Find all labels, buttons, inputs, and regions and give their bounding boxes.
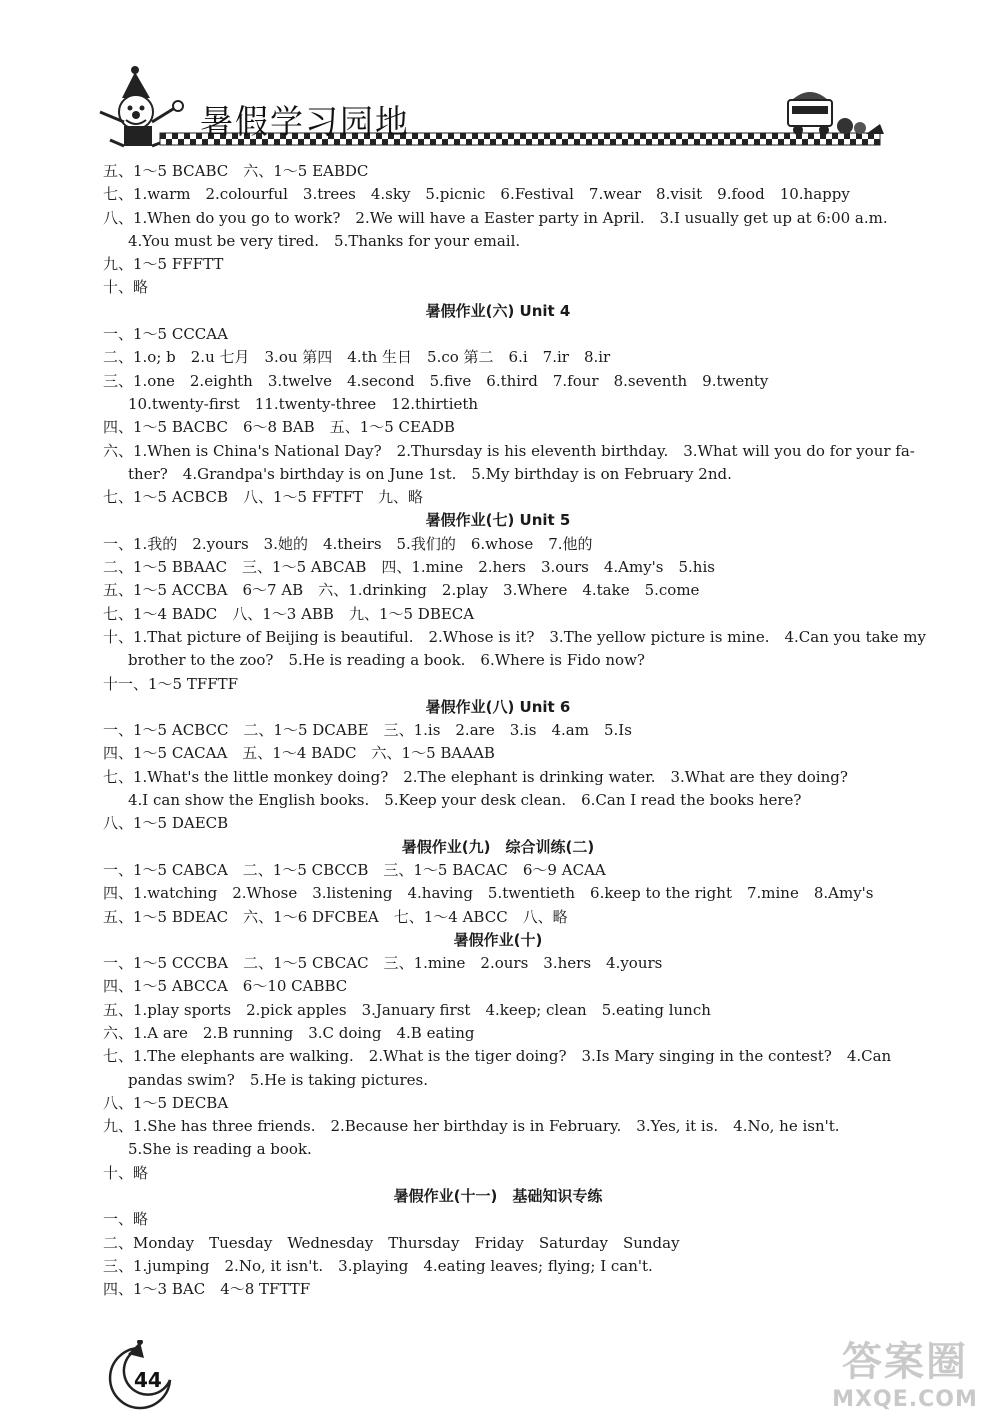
answer-line: 5.She is reading a book.: [128, 1140, 312, 1159]
answer-line: 十、略: [103, 278, 149, 297]
answer-line: 五、1～5 ACCBA 6～7 AB 六、1.drinking 2.play 3.Where 4.take 5.come: [103, 581, 700, 600]
answer-line: 十一、1～5 TFFTF: [103, 674, 239, 693]
answer-key-content: [103, 160, 926, 1302]
answer-line: 一、1.我的 2.yours 3.她的 4.theirs 5.我们的 6.whose 7.他的: [103, 534, 593, 553]
answer-line: 二、1.o; b 2.u 七月 3.ou 第四 4.th 生日 5.co 第二 6.i 7.ir 8.ir: [103, 348, 611, 367]
answer-line: 一、略: [103, 1210, 149, 1229]
answer-line: 七、1～5 ACBCB 八、1～5 FFTFT 九、略: [103, 488, 424, 507]
answer-line: 八、1～5 DAECB: [103, 814, 229, 833]
answer-line: 十、1.That picture of Beijing is beautiful. 2.Whose is it? 3.The yellow picture is mine. 4.Can you take my: [103, 627, 926, 646]
answer-line: 四、1～5 ABCCA 6～10 CABBC: [103, 977, 348, 996]
answer-line: 一、1～5 CABCA 二、1～5 CBCCB 三、1～5 BACAC 6～9 ACAA: [103, 860, 606, 879]
answer-line: 八、1.When do you go to work? 2.We will have a Easter party in April. 3.I usually get up at 6:00 a.m.: [103, 208, 888, 227]
answer-line: brother to the zoo? 5.He is reading a book. 6.Where is Fido now?: [128, 651, 645, 670]
section-heading: 暑假作业(十): [453, 930, 543, 949]
section-heading: 暑假作业(十一) 基础知识专练: [393, 1187, 603, 1206]
watermark-top: 答案圈: [842, 1339, 968, 1385]
answer-line: 七、1.warm 2.colourful 3.trees 4.sky 5.picnic 6.Festival 7.wear 8.visit 9.food 10.happy: [103, 185, 850, 204]
answer-line: 4.I can show the English books. 5.Keep your desk clean. 6.Can I read the books here?: [128, 791, 802, 810]
watermark: [820, 1330, 990, 1412]
answer-line: 六、1.A are 2.B running 3.C doing 4.B eating: [103, 1023, 475, 1042]
answer-line: 五、1～5 BDEAC 六、1～6 DFCBEA 七、1～4 ABCC 八、略: [103, 907, 568, 926]
ice-cream-cart-icon: [788, 92, 884, 135]
answer-line: 四、1～5 BACBC 6～8 BAB 五、1～5 CEADB: [103, 418, 455, 437]
answer-line: ther? 4.Grandpa's birthday is on June 1st. 5.My birthday is on February 2nd.: [128, 464, 732, 483]
answer-line: 五、1.play sports 2.pick apples 3.January first 4.keep; clean 5.eating lunch: [103, 1000, 711, 1019]
answer-line: 10.twenty-first 11.twenty-three 12.thirtieth: [128, 394, 479, 413]
answer-line: 四、1.watching 2.Whose 3.listening 4.having 5.twentieth 6.keep to the right 7.mine 8.Amy's: [103, 884, 874, 903]
answer-line: pandas swim? 5.He is taking pictures.: [128, 1070, 429, 1089]
answer-line: 九、1.She has three friends. 2.Because her birthday is in February. 3.Yes, it is. 4.No, he isn't.: [103, 1117, 840, 1136]
section-heading: 暑假作业(八) Unit 6: [425, 697, 571, 716]
answer-line: 七、1.The elephants are walking. 2.What is the tiger doing? 3.Is Mary singing in the contest? 4.Can: [103, 1047, 892, 1066]
page-number: 44: [134, 1368, 162, 1392]
answer-line: 六、1.When is China's National Day? 2.Thursday is his eleventh birthday. 3.What will you do for your fa-: [103, 441, 915, 460]
answer-line: 一、1～5 CCCAA: [103, 325, 228, 344]
answer-line: 九、1～5 FFFTT: [103, 255, 224, 274]
header-decoration: [0, 0, 1000, 170]
answer-line: 八、1～5 DECBA: [103, 1093, 229, 1112]
section-heading: 暑假作业(九) 综合训练(二): [401, 837, 595, 856]
header-banner: [0, 0, 1000, 170]
answer-line: 四、1～5 CACAA 五、1～4 BADC 六、1～5 BAAAB: [103, 744, 495, 763]
header-title: 暑假学习园地: [200, 102, 410, 141]
answer-line: 4.You must be very tired. 5.Thanks for your email.: [128, 231, 521, 250]
watermark-bottom: MXQE.COM: [832, 1387, 978, 1412]
answer-line: 七、1.What's the little monkey doing? 2.The elephant is drinking water. 3.What are they doing?: [103, 767, 848, 786]
answer-line: 四、1～3 BAC 4～8 TFTTF: [103, 1280, 311, 1299]
answer-line: 三、1.one 2.eighth 3.twelve 4.second 5.five 6.third 7.four 8.seventh 9.twenty: [103, 371, 769, 390]
answer-line: 七、1～4 BADC 八、1～3 ABB 九、1～5 DBECA: [103, 604, 475, 623]
answer-line: 一、1～5 CCCBA 二、1～5 CBCAC 三、1.mine 2.ours 3.hers 4.yours: [103, 954, 663, 973]
answer-line: 二、Monday Tuesday Wednesday Thursday Friday Saturday Sunday: [103, 1233, 680, 1252]
section-heading: 暑假作业(七) Unit 5: [425, 511, 571, 530]
answer-line: 一、1～5 ACBCC 二、1～5 DCABE 三、1.is 2.are 3.is 4.am 5.Is: [103, 721, 632, 740]
answer-line: 五、1～5 BCABC 六、1～5 EABDC: [103, 162, 369, 180]
answer-line: 三、1.jumping 2.No, it isn't. 3.playing 4.eating leaves; flying; I can't.: [103, 1256, 653, 1275]
answer-line: 二、1～5 BBAAC 三、1～5 ABCAB 四、1.mine 2.hers 3.ours 4.Amy's 5.his: [103, 558, 715, 577]
section-heading: 暑假作业(六) Unit 4: [425, 301, 571, 320]
answer-line: 十、略: [103, 1163, 149, 1182]
